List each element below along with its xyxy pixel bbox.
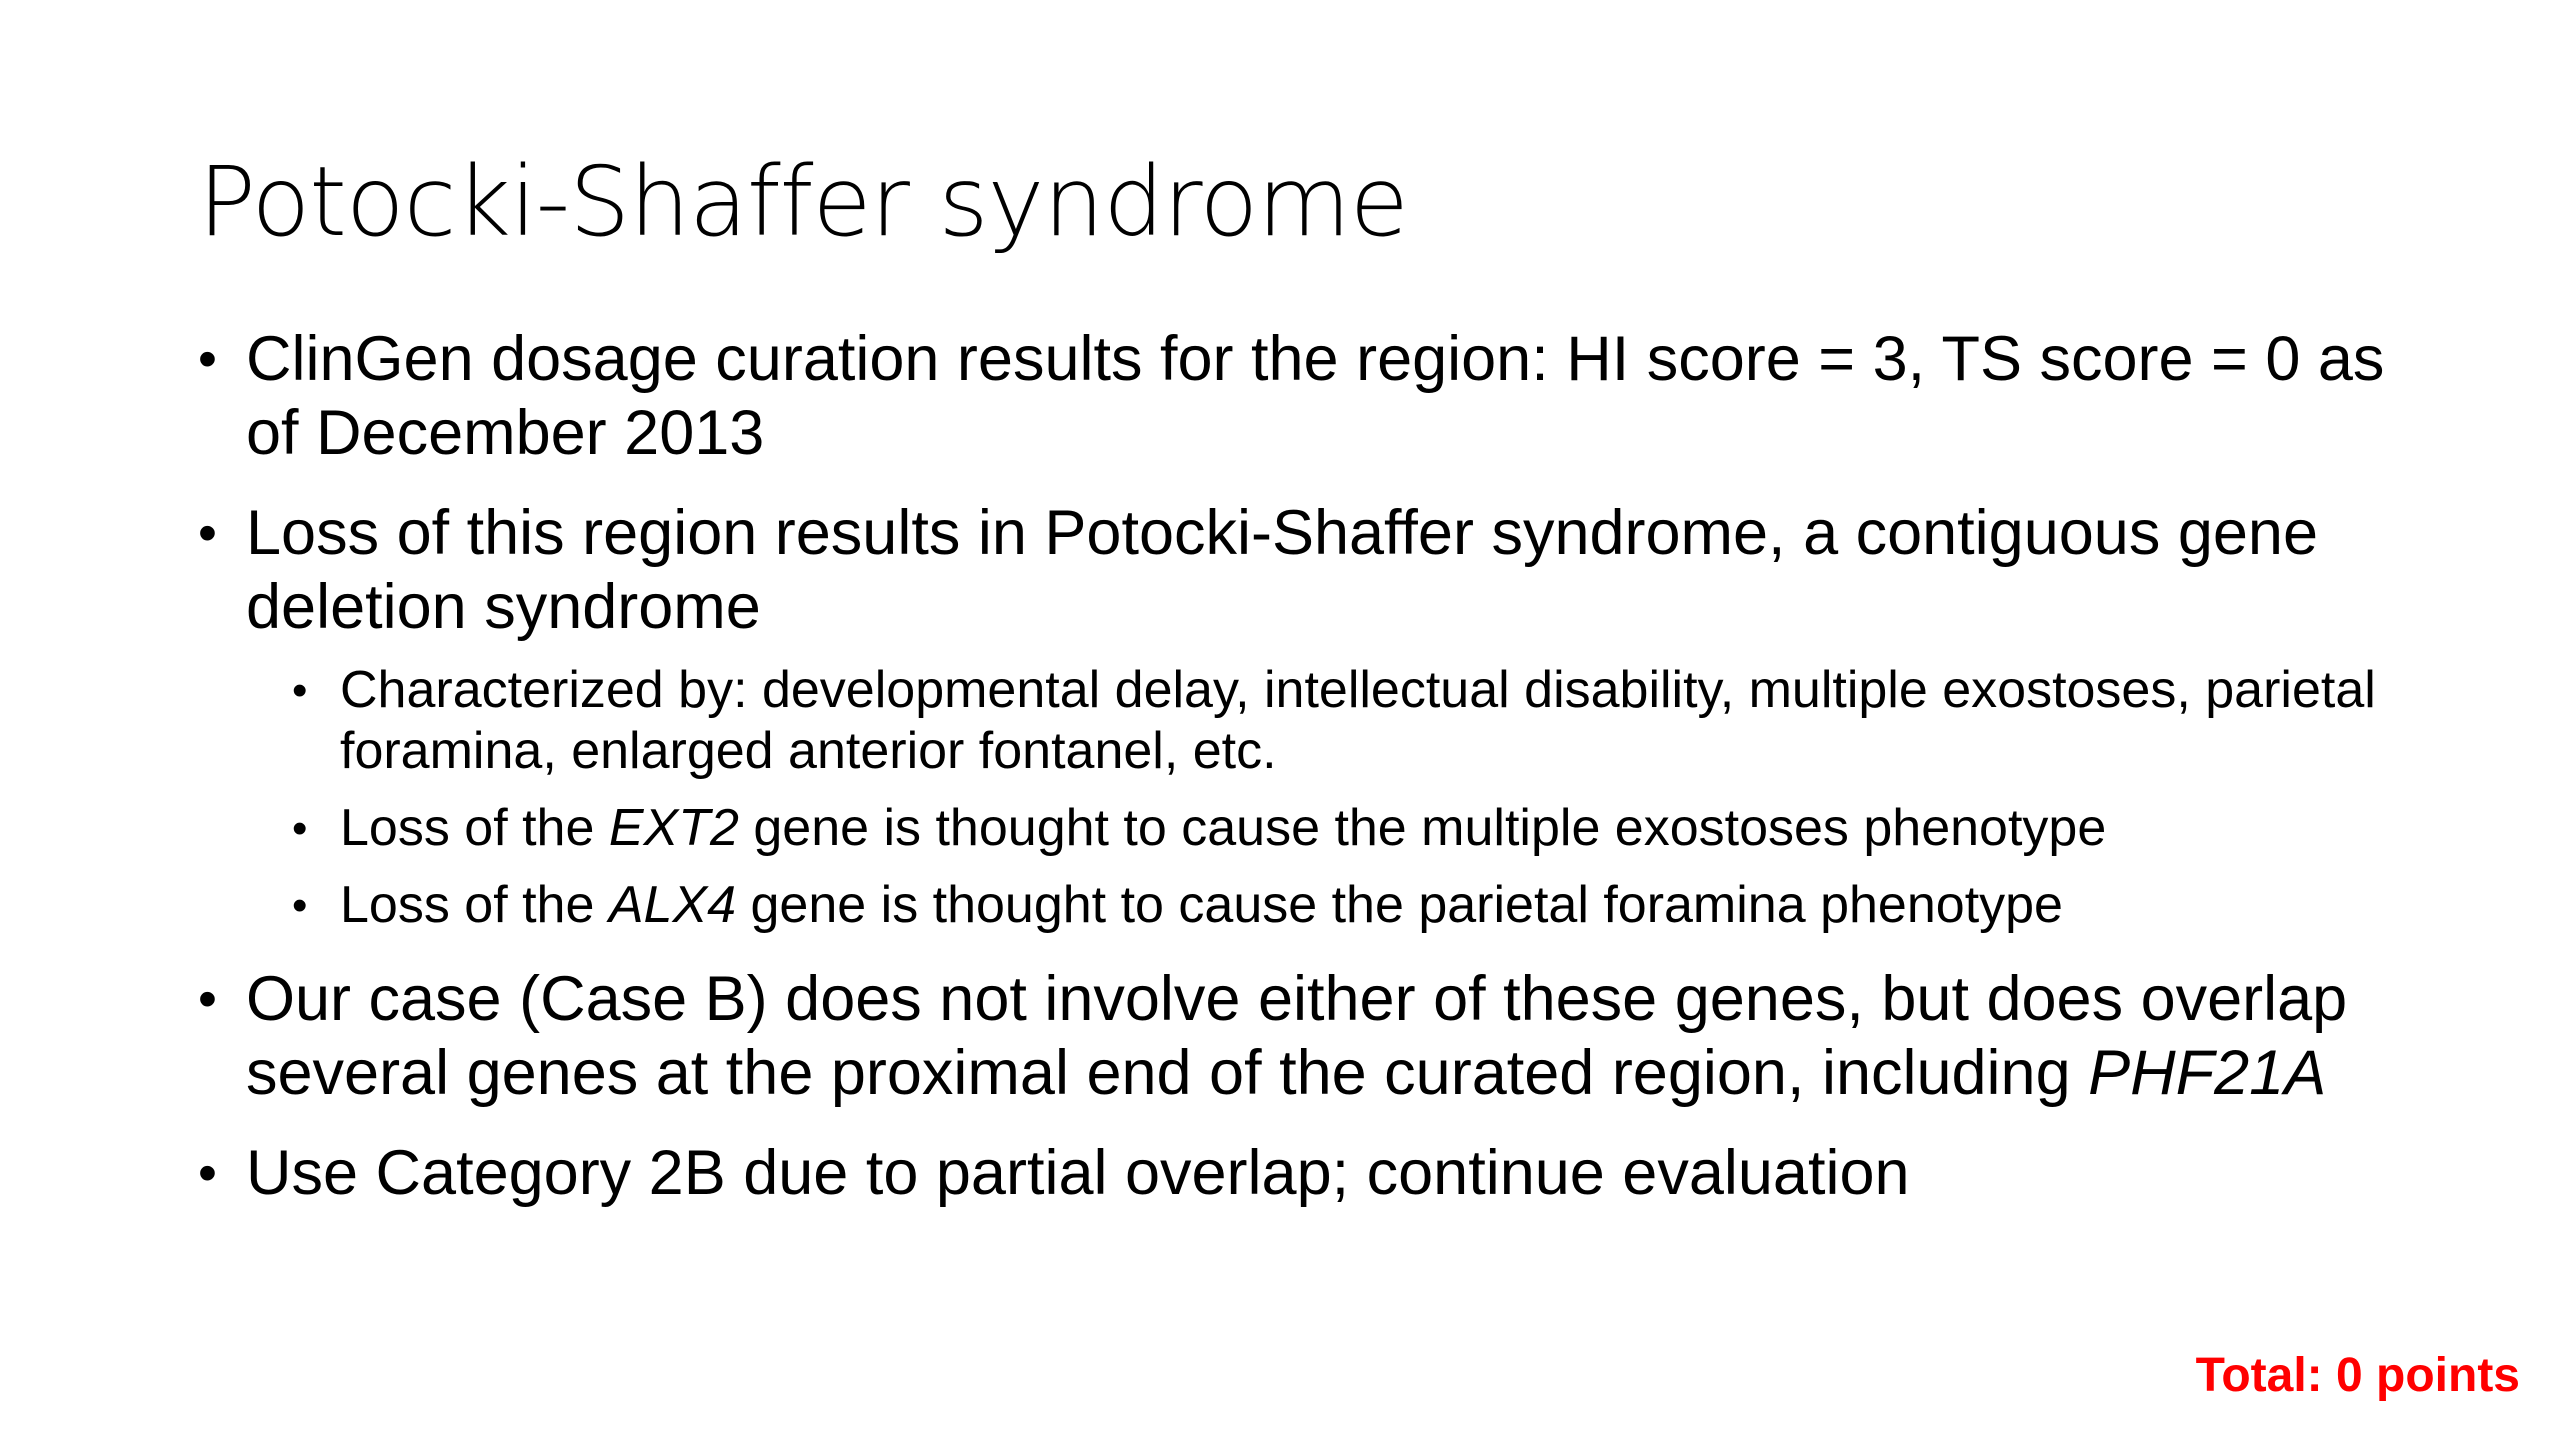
sub-bullet-list [198, 660, 2398, 936]
bullet-text: ClinGen dosage curation results for the region: HI score = 3, TS score = 0 as of December 2013 [246, 324, 2385, 468]
gene-name: ALX4 [608, 876, 737, 934]
slide-title: Potocki-Shaffer syndrome [198, 146, 1408, 258]
sub-bullet-text-post: gene is thought to cause the multiple exostoses phenotype [738, 799, 2107, 857]
bullet-item [198, 1136, 2398, 1210]
bullet-dot: • [292, 804, 308, 853]
bullet-text: Use Category 2B due to partial overlap; continue evaluation [246, 1138, 1910, 1208]
sub-bullet-item [292, 798, 2398, 859]
bullet-dot: • [198, 969, 217, 1029]
bullet-item [198, 496, 2398, 644]
bullet-dot: • [292, 881, 308, 930]
sub-bullet-text-pre: Loss of the [340, 876, 609, 934]
total-points: Total: 0 points [2195, 1349, 2520, 1402]
bullet-dot: • [198, 1143, 217, 1203]
bullet-item [198, 322, 2398, 470]
bullet-text-pre: Our case (Case B) does not involve either of these genes, but does overlap several genes at the proximal end of the curated region, including [246, 964, 2348, 1108]
gene-name: PHF21A [2088, 1038, 2327, 1108]
sub-bullet-text-pre: Loss of the [340, 799, 609, 857]
bullet-item [198, 962, 2398, 1110]
bullet-dot: • [198, 329, 217, 389]
sub-bullet-text-post: gene is thought to cause the parietal foramina phenotype [736, 876, 2063, 934]
bullet-dot: • [292, 666, 308, 715]
gene-name: EXT2 [608, 799, 739, 857]
sub-bullet-item [292, 875, 2398, 936]
sub-bullet-item [292, 660, 2398, 782]
sub-bullet-text: Characterized by: developmental delay, intellectual disability, multiple exostoses, parietal foramina, enlarged anterior fontanel, etc. [340, 661, 2376, 780]
bullet-list [198, 322, 2398, 1236]
bullet-text: Loss of this region results in Potocki-Shaffer syndrome, a contiguous gene deletion syndrome [246, 498, 2318, 642]
bullet-dot: • [198, 503, 217, 563]
